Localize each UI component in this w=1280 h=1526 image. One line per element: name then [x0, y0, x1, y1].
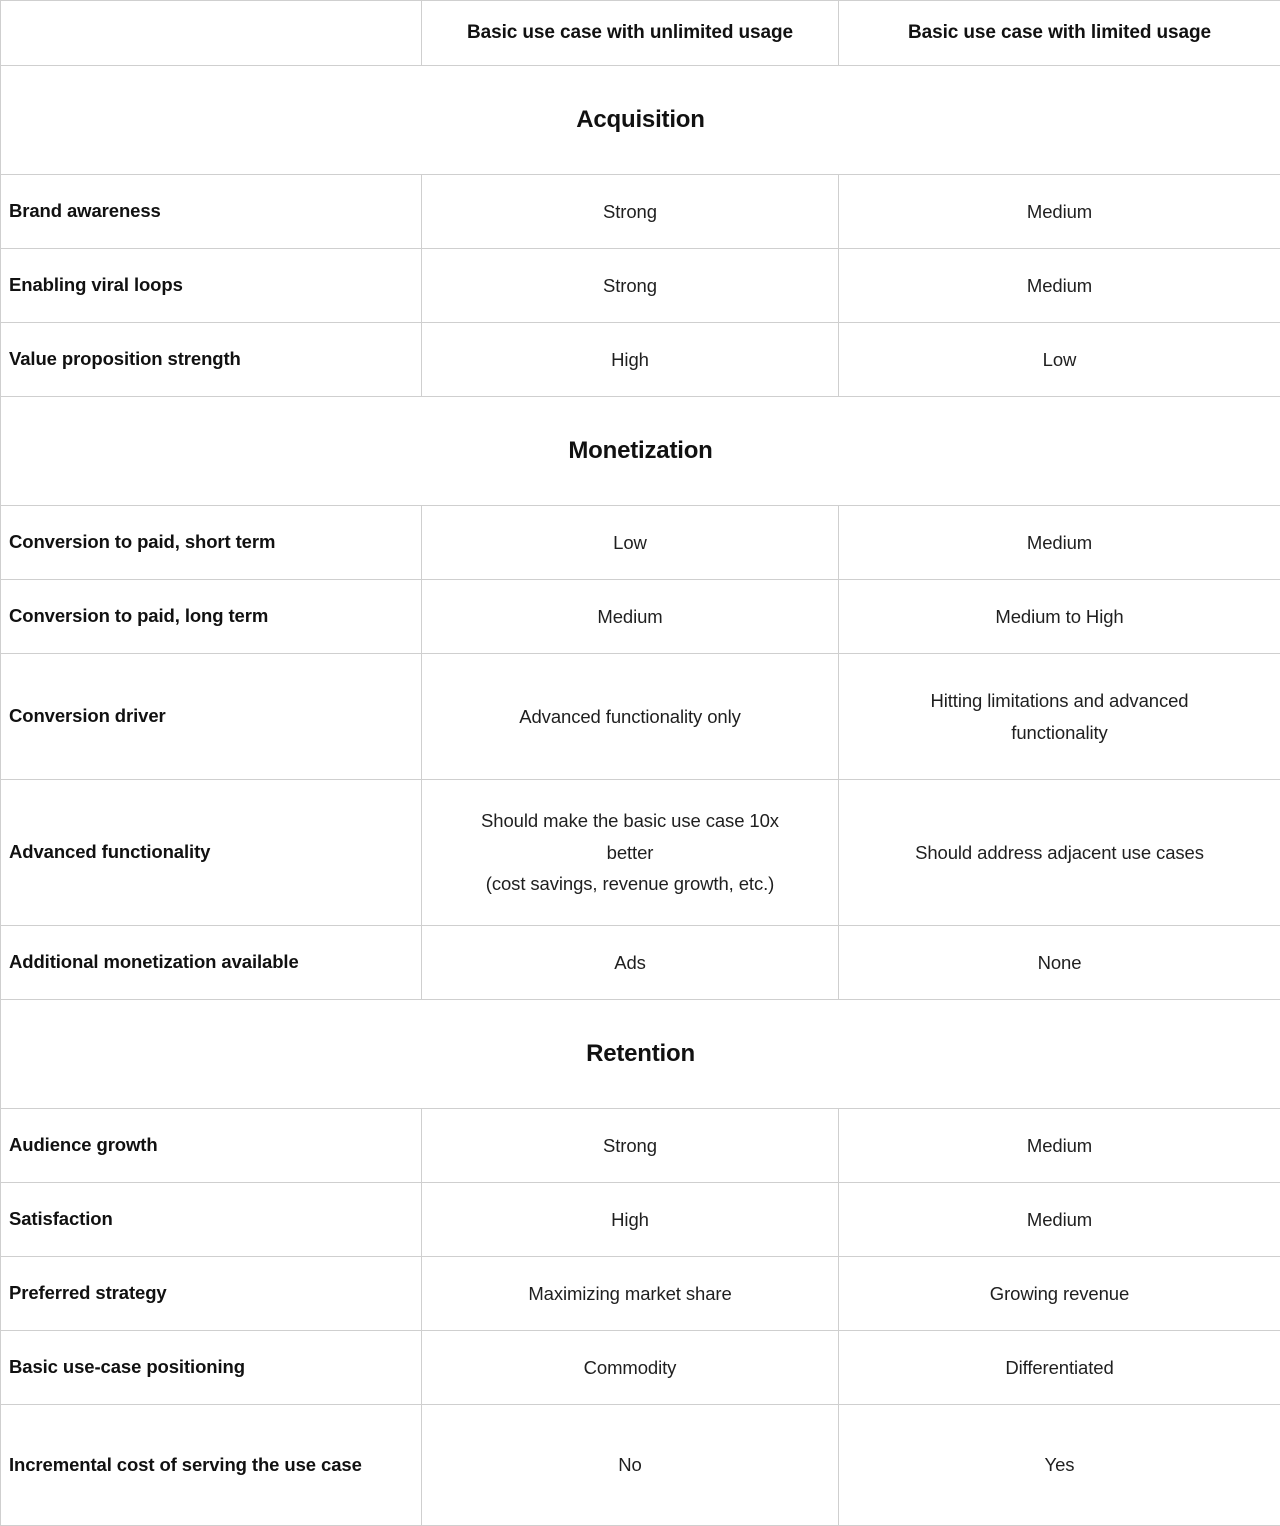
row-value-advanced-functionality-limited: Should address adjacent use cases: [839, 780, 1280, 926]
row-value-brand-awareness-unlimited: Strong: [422, 175, 839, 249]
table-row: [1, 1257, 1280, 1331]
table-row: [1, 1183, 1280, 1257]
section-title-acquisition: Acquisition: [1, 66, 1280, 175]
section-title-monetization: Monetization: [1, 397, 1280, 506]
row-value-incremental-cost-unlimited: No: [422, 1405, 839, 1526]
table-row: [1, 323, 1280, 397]
table-row: [1, 926, 1280, 1000]
section-header-row-acquisition: [1, 66, 1280, 175]
row-value-incremental-cost-limited: Yes: [839, 1405, 1280, 1526]
row-label-conversion-to-paid-short-term: Conversion to paid, short term: [1, 506, 422, 580]
row-value-value-proposition-strength-limited: Low: [839, 323, 1280, 397]
value-line: Hitting limitations and advanced: [853, 685, 1266, 717]
row-value-basic-use-case-positioning-unlimited: Commodity: [422, 1331, 839, 1405]
column-header-unlimited: Basic use case with unlimited usage: [422, 1, 839, 66]
row-label-advanced-functionality: Advanced functionality: [1, 780, 422, 926]
table-row: [1, 1109, 1280, 1183]
row-value-conversion-long-term-unlimited: Medium: [422, 580, 839, 654]
row-value-conversion-driver-limited: [839, 654, 1280, 780]
table-row: [1, 506, 1280, 580]
value-line: (cost savings, revenue growth, etc.): [436, 868, 824, 900]
section-title-retention: Retention: [1, 1000, 1280, 1109]
row-value-conversion-long-term-limited: Medium to High: [839, 580, 1280, 654]
row-label-additional-monetization-available: Additional monetization available: [1, 926, 422, 1000]
table-row: [1, 654, 1280, 780]
row-value-brand-awareness-limited: Medium: [839, 175, 1280, 249]
row-value-conversion-short-term-limited: Medium: [839, 506, 1280, 580]
row-value-conversion-short-term-unlimited: Low: [422, 506, 839, 580]
column-header-limited: Basic use case with limited usage: [839, 1, 1280, 66]
value-line: functionality: [853, 717, 1266, 749]
table-row: [1, 1405, 1280, 1526]
value-line: better: [436, 837, 824, 869]
row-label-brand-awareness: Brand awareness: [1, 175, 422, 249]
row-label-conversion-to-paid-long-term: Conversion to paid, long term: [1, 580, 422, 654]
table-row: [1, 780, 1280, 926]
table-row: [1, 1331, 1280, 1405]
row-value-conversion-driver-unlimited: Advanced functionality only: [422, 654, 839, 780]
row-value-additional-monetization-unlimited: Ads: [422, 926, 839, 1000]
row-label-preferred-strategy: Preferred strategy: [1, 1257, 422, 1331]
value-line: Should make the basic use case 10x: [436, 805, 824, 837]
row-label-satisfaction: Satisfaction: [1, 1183, 422, 1257]
table-body: [1, 1, 1280, 1526]
row-value-value-proposition-strength-unlimited: High: [422, 323, 839, 397]
row-value-preferred-strategy-limited: Growing revenue: [839, 1257, 1280, 1331]
row-value-audience-growth-unlimited: Strong: [422, 1109, 839, 1183]
table-row: [1, 249, 1280, 323]
row-label-incremental-cost-of-serving: Incremental cost of serving the use case: [1, 1405, 422, 1526]
row-value-satisfaction-limited: Medium: [839, 1183, 1280, 1257]
section-header-row-monetization: [1, 397, 1280, 506]
row-label-value-proposition-strength: Value proposition strength: [1, 323, 422, 397]
row-label-conversion-driver: Conversion driver: [1, 654, 422, 780]
row-value-satisfaction-unlimited: High: [422, 1183, 839, 1257]
row-value-additional-monetization-limited: None: [839, 926, 1280, 1000]
row-value-enabling-viral-loops-unlimited: Strong: [422, 249, 839, 323]
row-label-enabling-viral-loops: Enabling viral loops: [1, 249, 422, 323]
table-header-row: [1, 1, 1280, 66]
section-header-row-retention: [1, 1000, 1280, 1109]
header-corner-cell: [1, 1, 422, 66]
row-label-basic-use-case-positioning: Basic use-case positioning: [1, 1331, 422, 1405]
row-value-advanced-functionality-unlimited: [422, 780, 839, 926]
table-row: [1, 580, 1280, 654]
row-label-audience-growth: Audience growth: [1, 1109, 422, 1183]
table-row: [1, 175, 1280, 249]
row-value-audience-growth-limited: Medium: [839, 1109, 1280, 1183]
row-value-preferred-strategy-unlimited: Maximizing market share: [422, 1257, 839, 1331]
row-value-basic-use-case-positioning-limited: Differentiated: [839, 1331, 1280, 1405]
row-value-enabling-viral-loops-limited: Medium: [839, 249, 1280, 323]
